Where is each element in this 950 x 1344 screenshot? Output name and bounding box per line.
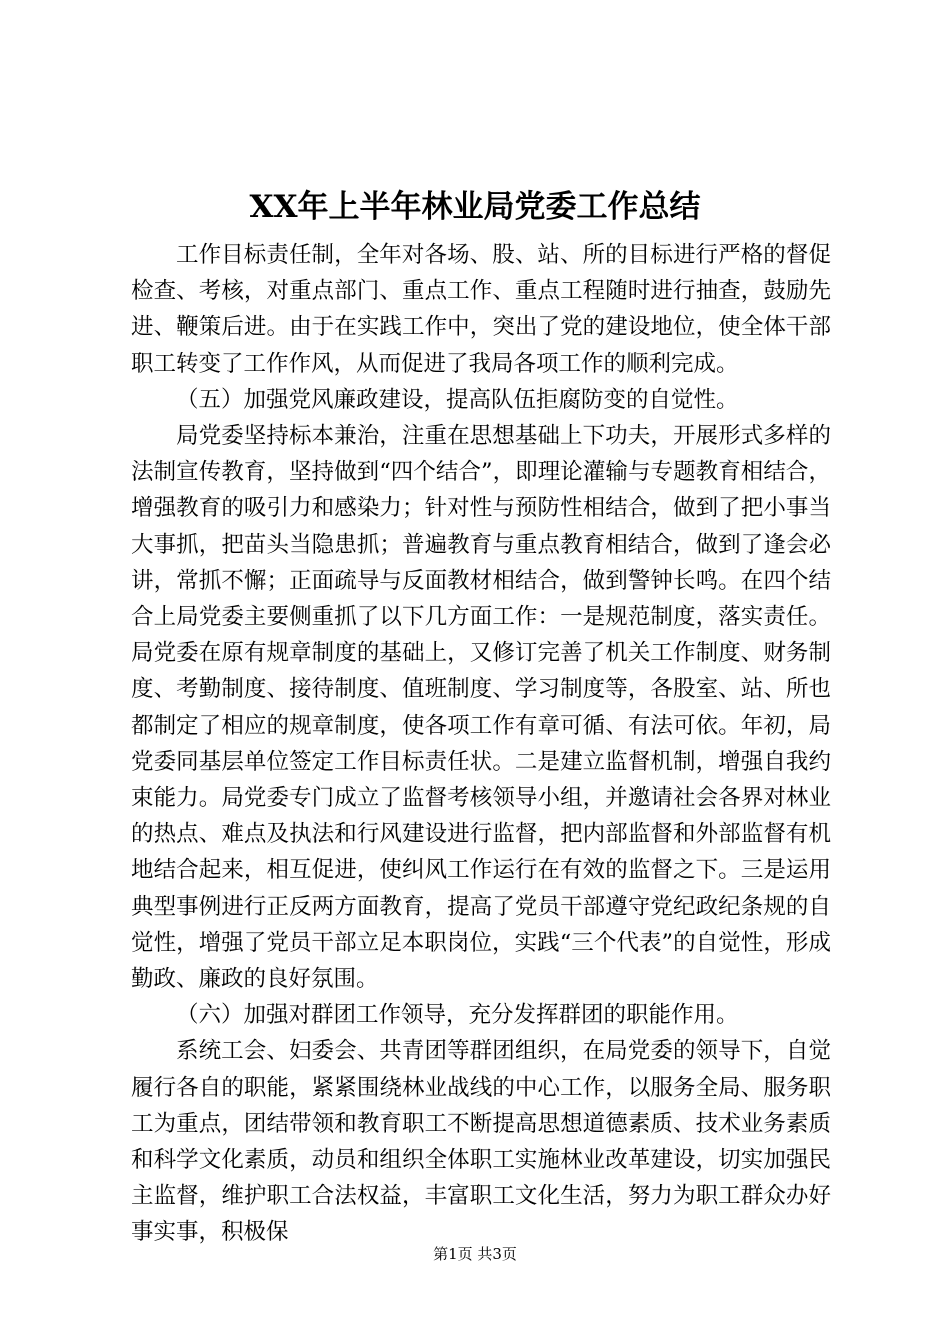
paragraph-3: 局党委坚持标本兼治，注重在思想基础上下功夫，开展形式多样的法制宣传教育，坚持做到“四个结合”，即理论灌输与专题教育相结合，增强教育的吸引力和感染力；针对性与预防性相结合，做到了把小事当大事抓，把苗头当隐患抓；普遍教育与重点教育相结合，做到了逢会必讲，常抓不懈；正面疏导与反面教材相结合，做到警钟长鸣。在四个结合上局党委主要侧重抓了以下几方面工作：一是规范制度，落实责任。局党委在原有规章制度的基础上，又修订完善了机关工作制度、财务制度、考勤制度、接待制度、值班制度、学习制度等，各股室、站、所也都制定了相应的规章制度，使各项工作有章可循、有法可依。年初，局党委同基层单位签定工作目标责任状。二是建立监督机制，增强自我约束能力。局党委专门成立了监督考核领导小组，并邀请社会各界对林业的热点、难点及执法和行风建设进行监督，把内部监督和外部监督有机地结合起来，相互促进，使纠风工作运行在有效的监督之下。三是运用典型事例进行正反两方面教育，提高了党员干部遵守党纪政纪条规的自觉性，增强了党员干部立足本职岗位，实践“三个代表”的自觉性，形成勤政、廉政的良好氛围。 xyxy=(131,423,831,993)
paragraph-5: 系统工会、妇委会、共青团等群团组织，在局党委的领导下，自觉履行各自的职能，紧紧围绕林业战线的中心工作，以服务全局、服务职工为重点，团结带领和教育职工不断提高思想道德素质、技术业务素质和科学文化素质，动员和组织全体职工实施林业改革建设，切实加强民主监督，维护职工合法权益，丰富职工文化生活，努力为职工群众办好事实事，积极保 xyxy=(131,1038,831,1246)
paragraph-4-heading: （六）加强对群团工作领导，充分发挥群团的职能作用。 xyxy=(176,1002,739,1029)
document-body xyxy=(131,237,831,1251)
paragraph-2-heading: （五）加强党风廉政建设，提高队伍拒腐防变的自觉性。 xyxy=(176,386,739,413)
page-footer: 第1页 共3页 xyxy=(433,1245,517,1263)
document-title: XX年上半年林业局党委工作总结 xyxy=(249,189,701,225)
paragraph-1: 工作目标责任制，全年对各场、股、站、所的目标进行严格的督促检查、考核，对重点部门、重点工作、重点工程随时进行抽查，鼓励先进、鞭策后进。由于在实践工作中，突出了党的建设地位，使全体干部职工转变了工作作风，从而促进了我局各项工作的顺利完成。 xyxy=(131,242,831,377)
